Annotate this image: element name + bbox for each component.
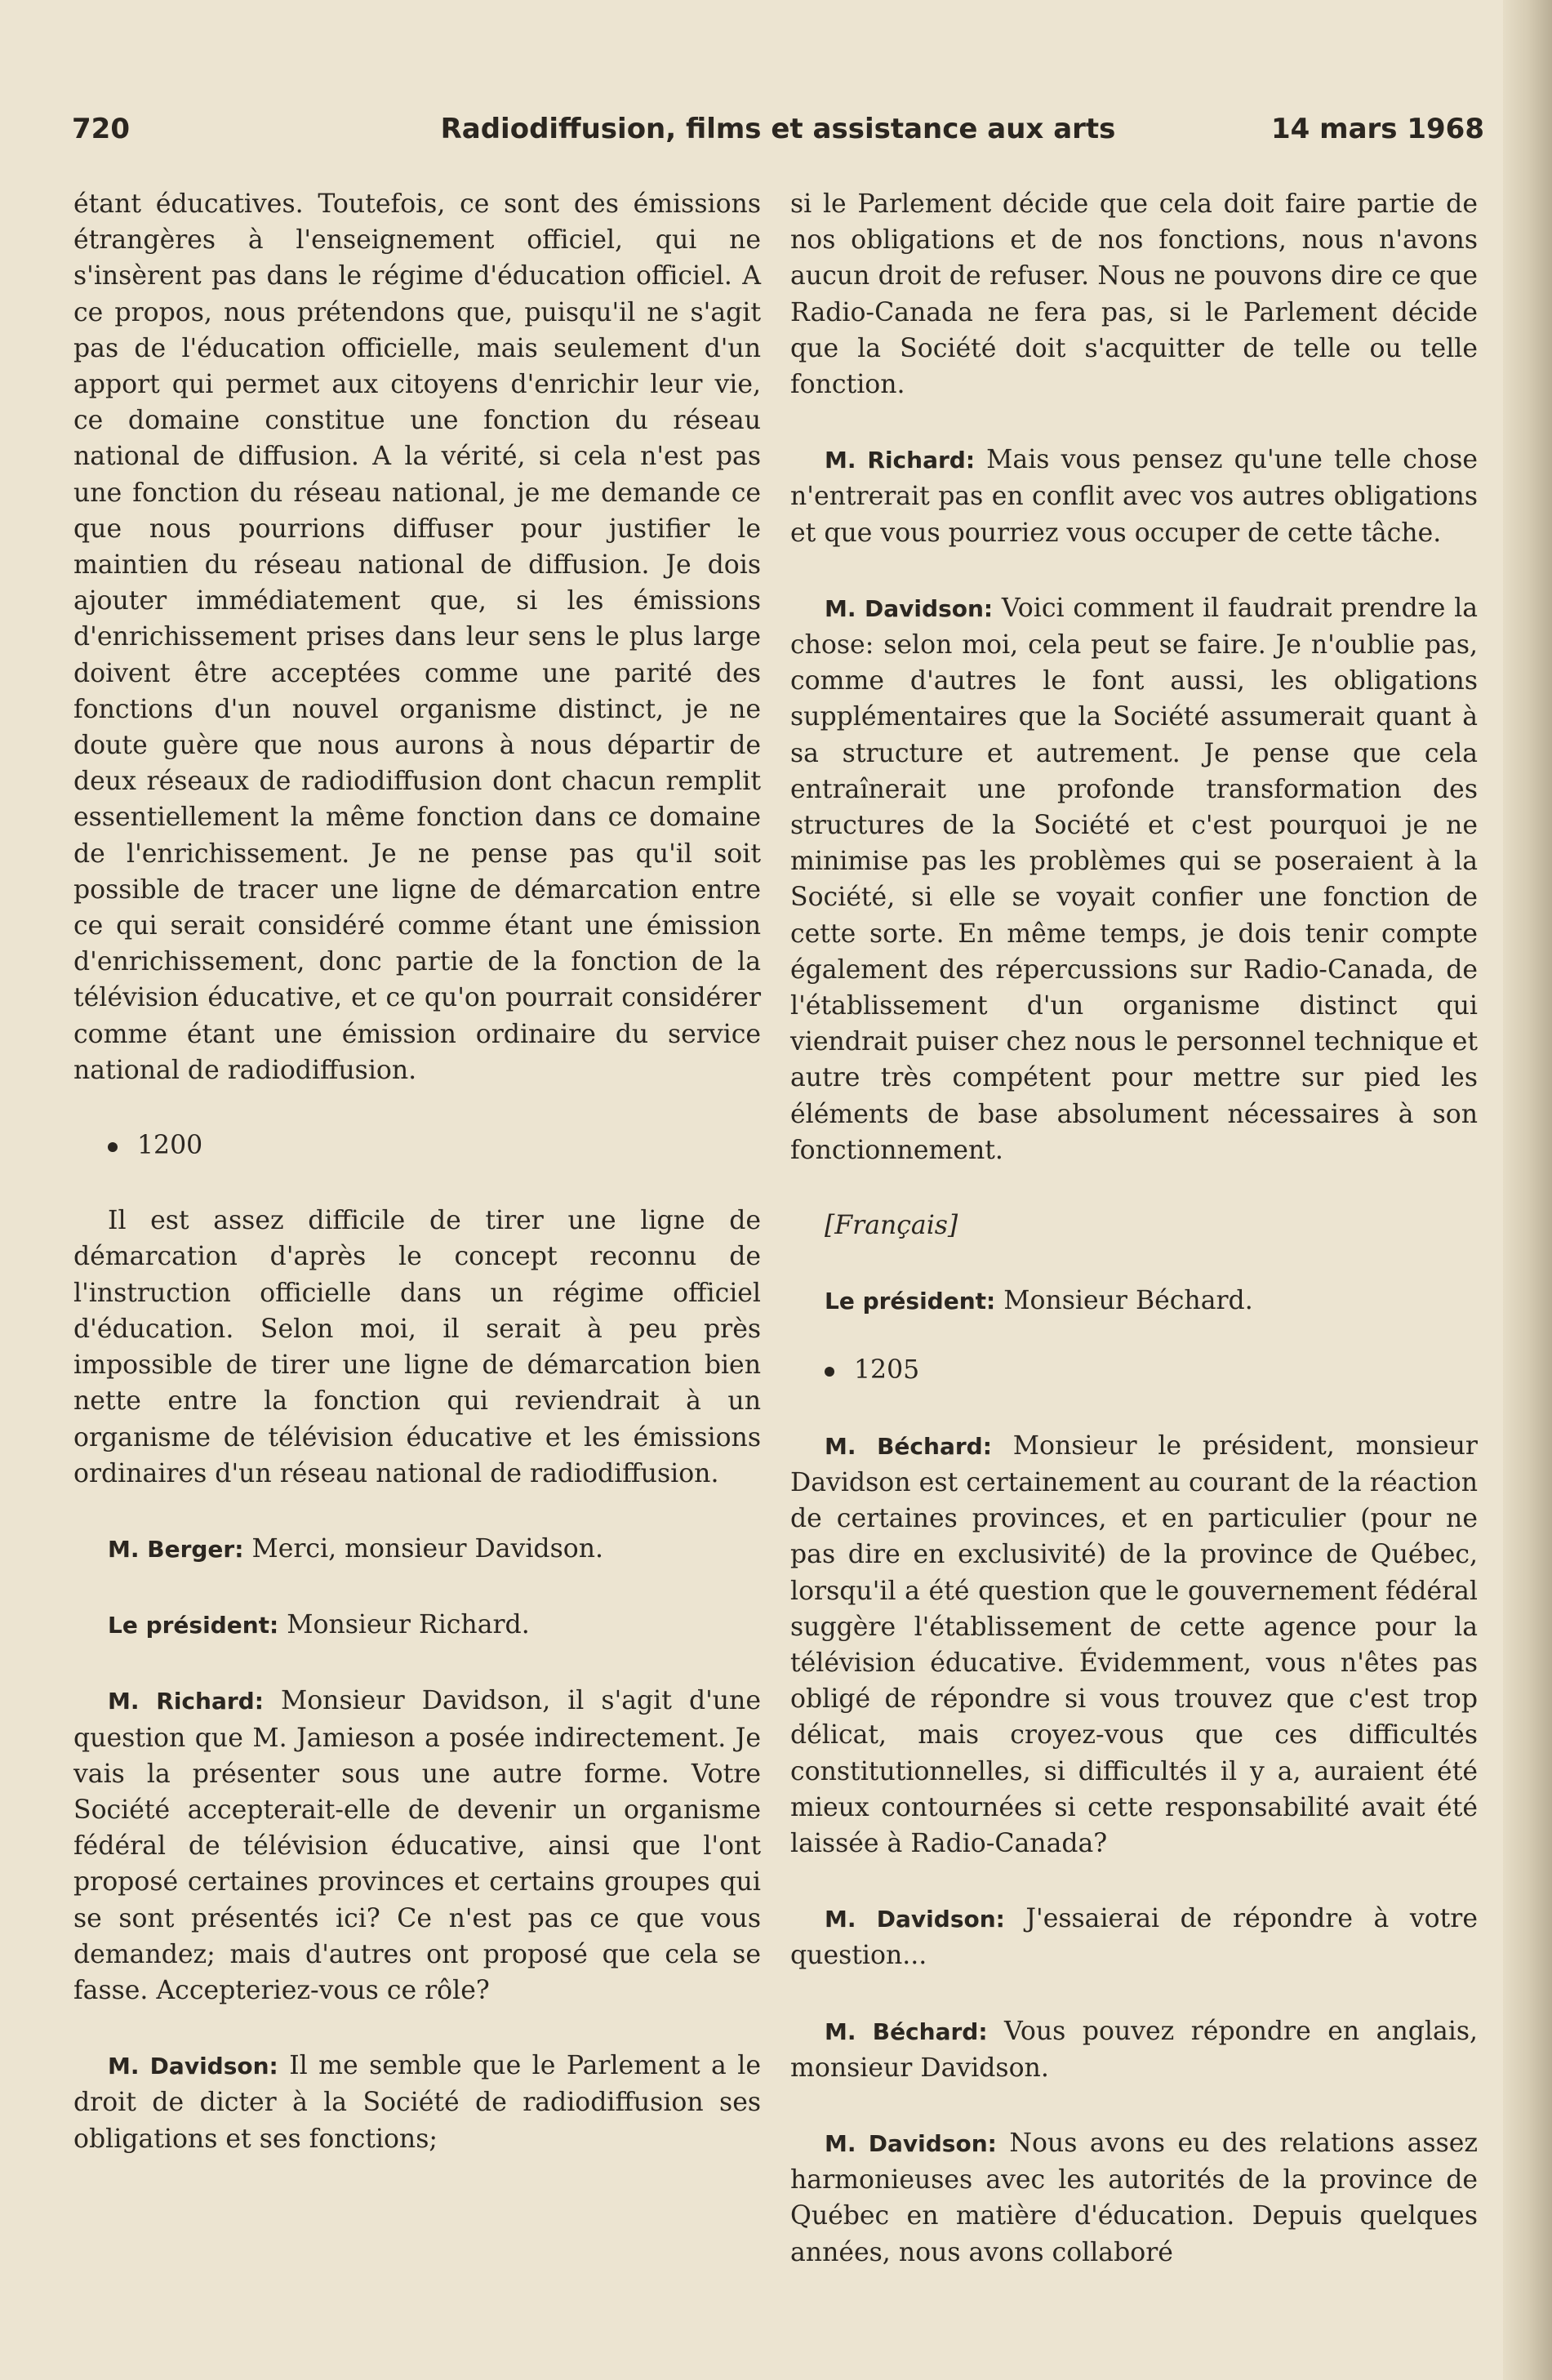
time-marker-label: 1205 [854, 1355, 920, 1386]
speech-text: Monsieur Béchard. [1003, 1286, 1253, 1316]
right-column [790, 186, 1478, 2271]
speech [790, 1901, 1478, 1973]
speech-text: Monsieur Richard. [287, 1610, 530, 1640]
speech [790, 1283, 1478, 1319]
speaker-name: M. Richard: [108, 1688, 264, 1715]
speech [73, 2048, 761, 2157]
speech-text: Merci, monsieur Davidson. [251, 1533, 604, 1564]
left-column [73, 186, 761, 2157]
speech [73, 1607, 761, 1644]
speech-text: Vous pouvez répondre en anglais, monsieur Davidson. [790, 2016, 1478, 2083]
speech [73, 1683, 761, 2009]
speech-text: J'essaierai de répondre à votre question... [790, 1904, 1479, 1971]
speech-text: Monsieur le président, monsieur Davidson est certainement au courant de la réaction de certaines provinces, et en particulier (pour ne pas dire en exclusivité) de la province de Québec, lorsqu'il a été question que le gouvernement fédéral suggère l'établissement de cette agence pour la télévision éducative. Évidemment, vous n'êtes pas obligé de répondre si vous trouvez que c'est trop délicat, mais croyez-vous que ces difficultés constitutionnelles, si difficultés il y a, auraient été mieux contournées si cette responsabilité avait été laissée à Radio-Canada? [790, 1430, 1478, 1858]
time-marker [790, 1352, 1478, 1388]
speech [790, 1428, 1478, 1862]
speaker-name: M. Davidson: [108, 2053, 278, 2080]
page-number: 720 [72, 113, 130, 145]
paragraph: étant éducatives. Toutefois, ce sont des émissions étrangères à l'enseignement officiel, qui ne s'insèrent pas dans le régime d'éducation officiel. A ce propos, nous prétendons que, puisqu'il ne s'agit pas de l'éducation officielle, mais seulement d'un apport qui permet aux citoyens d'enrichir leur vie, ce domaine constitue une fonction du réseau national de diffusion. A la vérité, si cela n'est pas une fonction du réseau national, je me demande ce que nous pourrions diffuser pour justifier le maintien du réseau national de diffusion. Je dois ajouter immédiatement que, si les émissions d'enrichissement prises dans leur sens le plus large doivent être acceptées comme une parité des fonctions d'un nouvel organisme distinct, je ne doute guère que nous aurons à nous départir de deux réseaux de radiodiffusion dont chacun remplit essentiellement la même fonction dans ce domaine de l'enrichissement. Je ne pense pas qu'il soit possible de tracer une ligne de démarcation entre ce qui serait considéré comme étant une émission d'enrichissement, donc partie de la fonction de la télévision éducative, et ce qu'on pourrait considérer comme étant une émission ordinaire du service national de radiodiffusion. [73, 189, 761, 1085]
time-marker-label: 1200 [137, 1131, 203, 1161]
speech [790, 442, 1478, 551]
language-tag: [Français] [825, 1211, 958, 1241]
speaker-name: M. Davidson: [825, 594, 994, 622]
speaker-name: M. Béchard: [825, 1432, 992, 1460]
time-marker [73, 1128, 761, 1163]
header-date: 14 mars 1968 [1271, 113, 1484, 145]
speech [790, 2013, 1478, 2086]
speech [790, 590, 1478, 1168]
speaker-name: M. Davidson: [825, 2129, 997, 2157]
page-binding-shadow [1503, 0, 1552, 2380]
running-header [72, 113, 1484, 162]
speech [73, 1531, 761, 1568]
speech [790, 2125, 1478, 2271]
paragraph: si le Parlement décide que cela doit faire partie de nos obligations et de nos fonctions, nous n'avons aucun droit de refuser. Nous ne pouvons dire ce que Radio-Canada ne fera pas, si le Parlement décide que la Société doit s'acquitter de telle ou telle fonction. [790, 189, 1478, 400]
paragraph: Il est assez difficile de tirer une ligne de démarcation d'après le concept reconnu de l'instruction officielle dans un régime officiel d'éducation. Selon moi, il serait à peu près impossible de tirer une ligne de démarcation bien nette entre la fonction qui reviendrait à un organisme de télévision éducative et les émissions ordinaires d'un réseau national de radiodiffusion. [73, 1206, 761, 1488]
speech-text: Nous avons eu des relations assez harmonieuses avec les autorités de la province de Québec en matière d'éducation. Depuis quelques années, nous avons collaboré [790, 2128, 1479, 2267]
speech-text: Il me semble que le Parlement a le droit de dicter à la Société de radiodiffusion ses obligations et ses fonctions; [73, 2051, 762, 2154]
bullet-icon [825, 1367, 834, 1377]
bullet-icon [108, 1142, 118, 1152]
running-title: Radiodiffusion, films et assistance aux arts [440, 113, 1116, 145]
speech-text: Voici comment il faudrait prendre la chose: selon moi, cela peut se faire. Je n'oublie pas, comme d'autres le font aussi, les obligations supplémentaires que la Société assumerait quant à sa structure et autrement. Je pense que cela entraînerait une profonde transformation des structures de la Société et c'est pourquoi je ne minimise pas les problèmes qui se poseraient à la Société, si elle se voyait confier une fonction de cette sorte. En même temps, je dois tenir compte également des répercussions sur Radio-Canada, de l'établissement d'un organisme distinct qui viendrait puiser chez nous le personnel technique et autre très compétent pour mettre sur pied les éléments de base absolument nécessaires à son fonctionnement. [790, 593, 1478, 1165]
speaker-name: M. Richard: [825, 447, 976, 474]
speaker-name: M. Davidson: [825, 1906, 1005, 1933]
speaker-name: Le président: [108, 1612, 279, 1639]
speaker-name: M. Béchard: [825, 2017, 988, 2045]
speech-text: Monsieur Davidson, il s'agit d'une question que M. Jamieson a posée indirectement. Je vais la présenter sous une autre forme. Votre Société accepterait-elle de devenir un organisme fédéral de télévision éducative, ainsi que l'ont proposé certaines provinces et certains groupes qui se sont présentés ici? Ce n'est pas ce que vous demandez; mais d'autres ont proposé que cela se fasse. Accepteriez-vous ce rôle? [73, 1686, 761, 2005]
speaker-name: M. Berger: [108, 1535, 244, 1563]
speech-text: Mais vous pensez qu'une telle chose n'entrerait pas en conflit avec vos autres obligations et que vous pourriez vous occuper de cette tâche. [790, 445, 1478, 548]
speaker-name: Le président: [825, 1288, 996, 1315]
